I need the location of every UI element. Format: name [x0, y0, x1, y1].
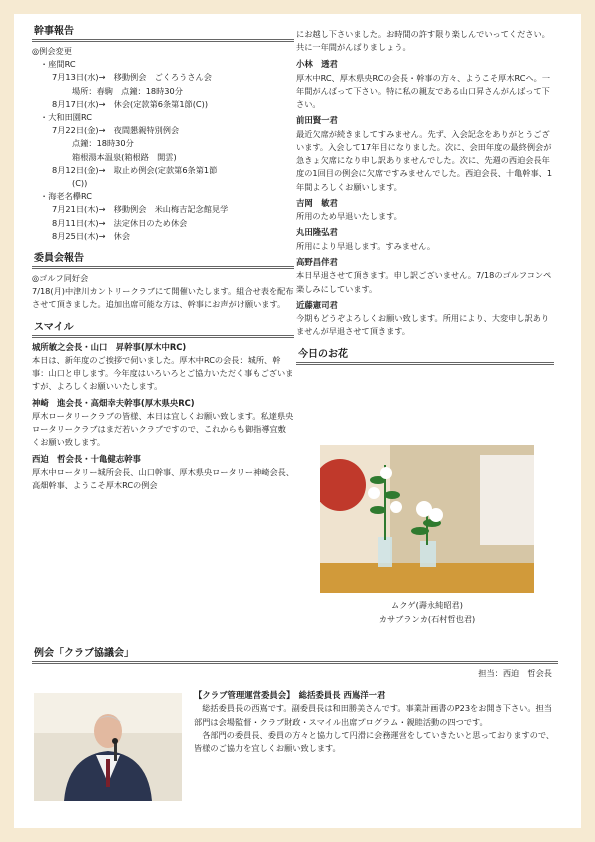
statement-paragraph: 総括委員長の西嶌です。副委員長は和田勝美さんです。事業計画書のP23をお開き下さい。担当部門は会場監督・クラブ財政・スマイル出席プログラム・親睦活動の四つです。: [194, 703, 552, 727]
smile-entry: [32, 341, 294, 394]
meeting-change: [32, 58, 294, 111]
flower-illustration: [320, 445, 534, 593]
change-line: (C)): [72, 178, 88, 189]
smile-entry: [296, 197, 554, 224]
flower-caption-1: ムクゲ(壽永純昭君): [391, 600, 463, 610]
right-column: [296, 20, 554, 368]
kanji-report-title: 幹事報告: [32, 20, 294, 42]
smile-entry: [296, 256, 554, 296]
change-line: 箱根湯本温泉(箱根路 開雲): [72, 151, 177, 162]
committee-sub: ◎ゴルフ同好会: [32, 273, 89, 284]
smile-name: 城所敏之会長・山口 昇幹事(厚木中RC): [32, 341, 187, 352]
smile-text: 所用により早退します。すみません。: [296, 240, 436, 251]
club-name: ・大和田園RC: [40, 112, 92, 123]
flower-photo: [320, 445, 534, 593]
club-name: ・海老名欅RC: [40, 191, 92, 202]
speaker-photo: [34, 693, 182, 801]
smile-entry: [296, 299, 554, 339]
smile-text: 厚木中RC、厚木県央RCの会長・幹事の方々、ようこそ厚木RCへ。一年間がんばって下さい。特に私の親友である山口昇さんがんばって下さい。: [296, 72, 551, 110]
change-line: 8月12日(金)→ 取止め例会(定款第6条第1節: [52, 164, 218, 175]
smile-text: 本日は、新年度のご挨拶で伺いました。厚木中RCの会長：城所、幹事：山口と申します。今年度はいろいろとご協力いただく事もございますが、よろしくお願いいたします。: [32, 355, 294, 392]
change-line: 点鐘：18時30分: [72, 138, 134, 149]
committee-text: 7/18(月)中津川カントリークラブにて開催いたします。組合せ表を配布させて頂きました。追加出席可能な方は、幹事にお声がけ願います。: [32, 286, 294, 310]
change-line: 7月13日(水)→ 移動例会 ごくろうさん会: [52, 72, 212, 83]
smile-text: 今期もどうぞよろしくお願い致します。所用により、大変申し訳ありませんが早退させて頂きます。: [296, 313, 550, 337]
committee-report-title: 委員会報告: [32, 247, 294, 269]
club-meeting-section: [32, 642, 558, 680]
change-line: 7月22日(金)→ 夜間懇親特別例会: [52, 125, 180, 136]
smile-name: 高野昌伴君: [296, 257, 338, 268]
change-line: 8月11日(木)→ 法定休日のため休会: [52, 217, 188, 228]
club-name: ・座間RC: [40, 59, 76, 70]
smile-entry: [296, 114, 554, 193]
meeting-change: [32, 190, 294, 243]
left-column: [32, 20, 294, 493]
smile-name: 丸田隆弘君: [296, 227, 338, 238]
flower-title: 今日のお花: [296, 343, 554, 365]
smile-text: 厚木ロータリークラブの皆様、本日は宜しくお願い致します。私達県央ロータリークラブはまだ若いクラブですので、これからも御指導宜敷くお願い致します。: [32, 411, 294, 448]
newsletter-page: [24, 20, 571, 828]
meeting-charge: 担当：西迫 哲会長: [478, 668, 552, 678]
change-line: 場所：春駒 点鐘：18時30分: [72, 85, 183, 96]
smile-entry: [32, 453, 294, 493]
kanji-report-sub: ◎例会変更: [32, 46, 72, 56]
smile-name: 神崎 進会長・高畑幸夫幹事(厚木県央RC): [32, 397, 195, 408]
smile-entry: [296, 58, 554, 111]
flower-caption-2: カサブランカ(石村哲也君): [378, 614, 476, 624]
smile-text: 所用のため早退いたします。: [296, 211, 402, 222]
smile-text: 最近欠席が続きましてすみません。先ず、入会記念をありがとうございます。入会して17年目になりました。次に、会田年度の最終例会が急きょ欠席になり申し訳ありませんでした。次に、先週の西迫会長年度の1回目の例会に欠席ですみませんでした。西迫会長、十亀幹事、1年間よろしくお願いします。: [296, 128, 553, 192]
smile-text: 本日早退させて頂きます。申し訳ございません。7/18のゴルフコンペ楽しみにしています。: [296, 270, 552, 294]
change-line: 8月25日(木)→ 休会: [52, 230, 131, 241]
smile-name: 吉岡 敏君: [296, 197, 338, 208]
smile-continued: にお越し下さいました。お時間の許す限り楽しんでいってください。共に一年間がんばりましょう。: [296, 29, 550, 53]
smile-name: 西迫 哲会長・十亀健志幹事: [32, 453, 141, 464]
smile-entry: [296, 226, 554, 253]
change-line: 8月17日(水)→ 休会(定款第6条第1節(C)): [52, 98, 209, 109]
statement-heading: 【クラブ管理運営委員会】 総括委員長 西嶌洋一君: [194, 690, 386, 700]
meeting-change: [32, 111, 294, 190]
change-line: 7月21日(木)→ 移動例会 米山梅吉記念館見学: [52, 204, 229, 215]
smile-name: 小林 透君: [296, 59, 338, 70]
smile-entry: [32, 397, 294, 450]
smile-name: 近藤憲司君: [296, 299, 338, 310]
committee-statement: [194, 689, 556, 755]
speaker-illustration: [34, 693, 182, 801]
statement-paragraph: 各部門の委員長、委員の方々と協力して円滑に会務運営をしていきたいと思っておりますので、皆様のご協力を宜しくお願い致します。: [194, 729, 555, 754]
club-meeting-title: 例会「クラブ協議会」: [32, 642, 558, 664]
smile-title: スマイル: [32, 316, 294, 338]
smile-name: 前田賢一君: [296, 115, 338, 126]
smile-text: 厚木中ロータリー城所会長、山口幹事、厚木県央ロータリー神崎会長、高畑幹事、ようこそ厚木RCの例会: [32, 467, 295, 491]
